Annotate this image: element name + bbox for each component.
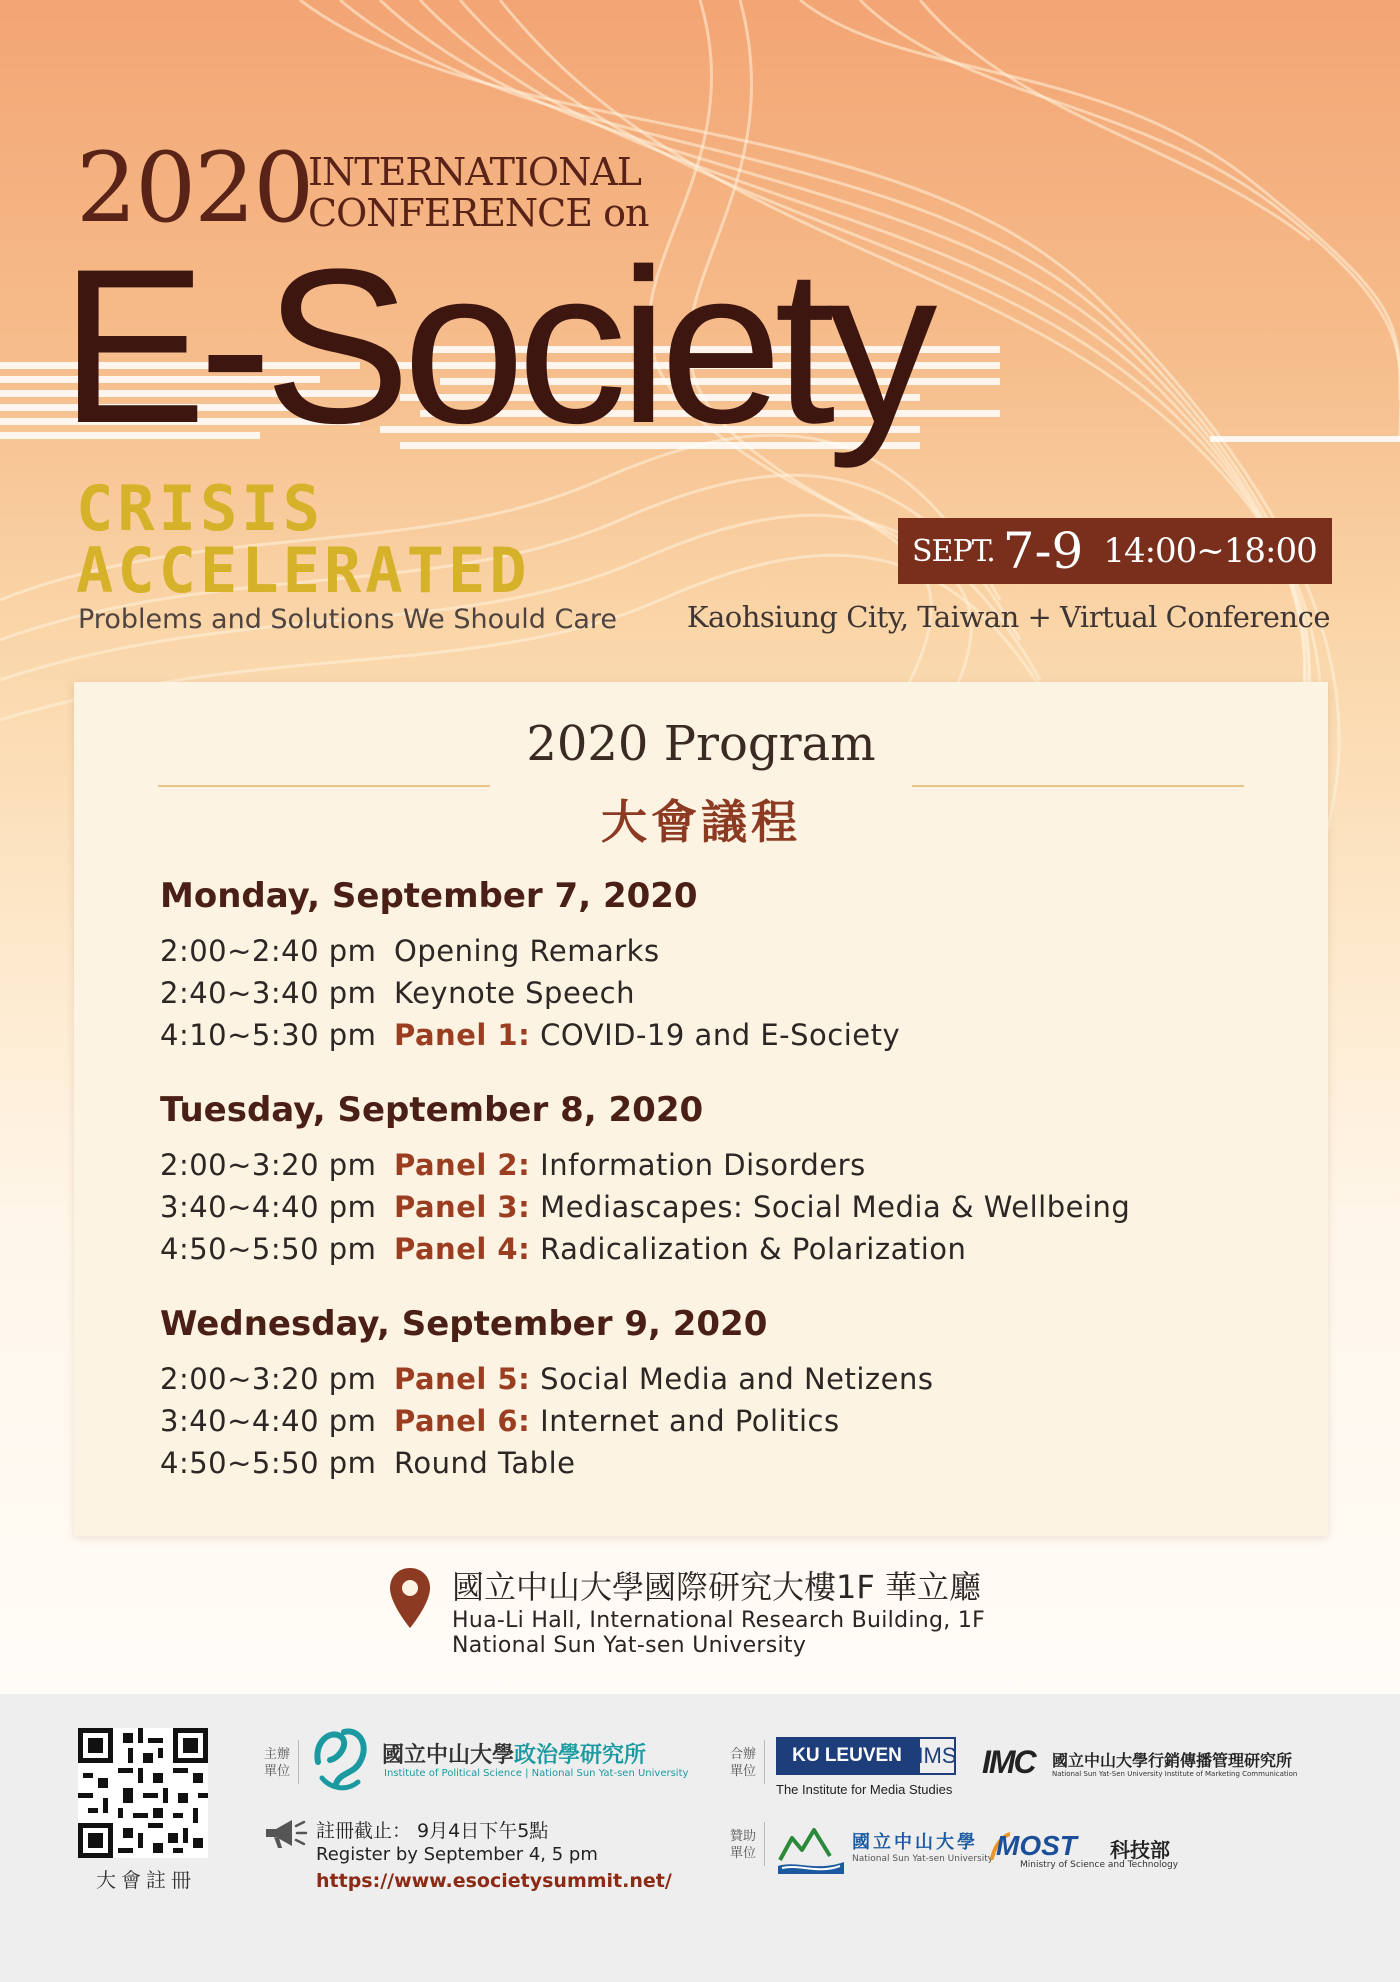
row-panel: Panel 3: xyxy=(394,1190,531,1224)
intl-line-1: INTERNATIONAL xyxy=(308,150,642,194)
venue-university: National Sun Yat-sen University xyxy=(452,1633,807,1658)
row-panel: Panel 5: xyxy=(394,1362,531,1396)
date-badge xyxy=(898,518,1332,584)
row-time: 2:00~3:20 pm xyxy=(160,1148,377,1182)
imc-name: 國立中山大學行銷傳播管理研究所 xyxy=(1052,1751,1293,1770)
row-title: Mediascapes: Social Media & Wellbeing xyxy=(540,1190,1131,1224)
ku-leuven-logo: KU LEUVEN xyxy=(776,1737,918,1775)
row-time: 3:40~4:40 pm xyxy=(160,1190,377,1224)
nsysu-logo xyxy=(776,1820,846,1876)
venue-name-en: Hua-Li Hall, International Research Building, 1F xyxy=(452,1608,986,1633)
megaphone-icon xyxy=(262,1816,308,1850)
intl-line-2: CONFERENCE on xyxy=(308,191,649,235)
row-panel: Panel 6: xyxy=(394,1404,531,1438)
program-row xyxy=(160,1404,840,1438)
registration-qr-code[interactable] xyxy=(78,1728,208,1858)
program-row xyxy=(160,1362,933,1396)
row-time: 2:40~3:40 pm xyxy=(160,976,377,1010)
row-time: 4:10~5:30 pm xyxy=(160,1018,377,1052)
program-row xyxy=(160,1018,900,1052)
imc-subtitle: National Sun Yat-Sen University Institute of Marketing Communication xyxy=(1052,1770,1298,1778)
day-heading: Monday, September 7, 2020 xyxy=(160,876,698,916)
divider xyxy=(764,1740,765,1784)
row-time: 2:00~2:40 pm xyxy=(160,934,377,968)
ims-subtitle: The Institute for Media Studies xyxy=(776,1782,953,1797)
date-days: 7-9 xyxy=(1002,522,1084,580)
program-row xyxy=(160,934,660,968)
program-row xyxy=(160,1446,575,1480)
row-title: Social Media and Netizens xyxy=(540,1362,934,1396)
divider xyxy=(764,1822,765,1866)
program-card xyxy=(74,682,1328,1536)
program-title-zh: 大會議程 xyxy=(601,795,801,849)
day-heading: Wednesday, September 9, 2020 xyxy=(160,1304,768,1344)
row-time: 4:50~5:50 pm xyxy=(160,1232,377,1266)
organizer-institute: 政治學研究所 xyxy=(514,1743,647,1768)
row-title: Internet and Politics xyxy=(540,1404,840,1438)
program-row xyxy=(160,1232,966,1266)
date-month: SEPT. xyxy=(912,533,995,569)
row-time: 3:40~4:40 pm xyxy=(160,1404,377,1438)
day-heading: Tuesday, September 8, 2020 xyxy=(160,1090,704,1130)
nsysu-subtitle: National Sun Yat-sen University xyxy=(852,1854,994,1864)
registration-link[interactable]: https://www.esocietysummit.net/ xyxy=(316,1870,672,1892)
date-time: 14:00~18:00 xyxy=(1103,531,1317,571)
program-title: 2020 Program xyxy=(526,716,876,772)
location-pin-icon xyxy=(388,1566,432,1630)
program-row xyxy=(160,1190,1130,1224)
registration-deadline-en: Register by September 4, 5 pm xyxy=(316,1844,598,1865)
row-panel: Panel 1: xyxy=(394,1018,531,1052)
row-time: 2:00~3:20 pm xyxy=(160,1362,377,1396)
organizer-name xyxy=(382,1738,646,1769)
organizer-subtitle: Institute of Political Science | National Sun Yat-sen University xyxy=(384,1768,689,1779)
row-title: Radicalization & Polarization xyxy=(540,1232,967,1266)
tagline: Problems and Solutions We Should Care xyxy=(78,604,617,635)
program-row xyxy=(160,976,635,1010)
registration-deadline-zh: 註冊截止： 9月4日下午5點 xyxy=(316,1820,549,1842)
conference-subtitle xyxy=(308,152,648,234)
row-title: Information Disorders xyxy=(540,1148,866,1182)
organizer-university: 國立中山大學 xyxy=(382,1743,515,1768)
footer-band xyxy=(0,1694,1400,1982)
most-subtitle: Ministry of Science and Technology xyxy=(1020,1860,1179,1870)
row-panel: Panel 2: xyxy=(394,1148,531,1182)
program-row xyxy=(160,1148,866,1182)
row-title: COVID-19 and E-Society xyxy=(540,1018,901,1052)
organizer-label: 主辦單位 xyxy=(263,1747,290,1779)
qr-label: 大會註冊 xyxy=(96,1868,196,1892)
row-panel: Panel 4: xyxy=(394,1232,531,1266)
row-title: Round Table xyxy=(394,1446,576,1480)
nsysu-political-science-logo xyxy=(310,1722,376,1798)
conference-year: 2020 xyxy=(76,132,313,244)
most-logo: MOST xyxy=(996,1830,1077,1861)
most-name-zh: 科技部 xyxy=(1110,1838,1170,1862)
nsysu-name: 國立中山大學 xyxy=(852,1832,978,1853)
imc-logo: IMC xyxy=(982,1744,1035,1780)
row-title: Keynote Speech xyxy=(394,976,635,1010)
row-title: Opening Remarks xyxy=(394,934,660,968)
conference-location: Kaohsiung City, Taiwan + Virtual Conference xyxy=(686,600,1330,634)
theme-line-1: CRISIS xyxy=(76,472,324,545)
venue-name-zh: 國立中山大學國際研究大樓1F 華立廳 xyxy=(452,1568,981,1606)
conference-title: E-Society xyxy=(60,223,930,469)
row-time: 4:50~5:50 pm xyxy=(160,1446,377,1480)
ims-logo: IMS xyxy=(918,1737,956,1775)
sponsor-label: 贊助單位 xyxy=(729,1829,756,1861)
coorganizer-label: 合辦單位 xyxy=(729,1747,756,1779)
theme-line-2: ACCELERATED xyxy=(76,534,531,607)
divider xyxy=(298,1740,299,1784)
